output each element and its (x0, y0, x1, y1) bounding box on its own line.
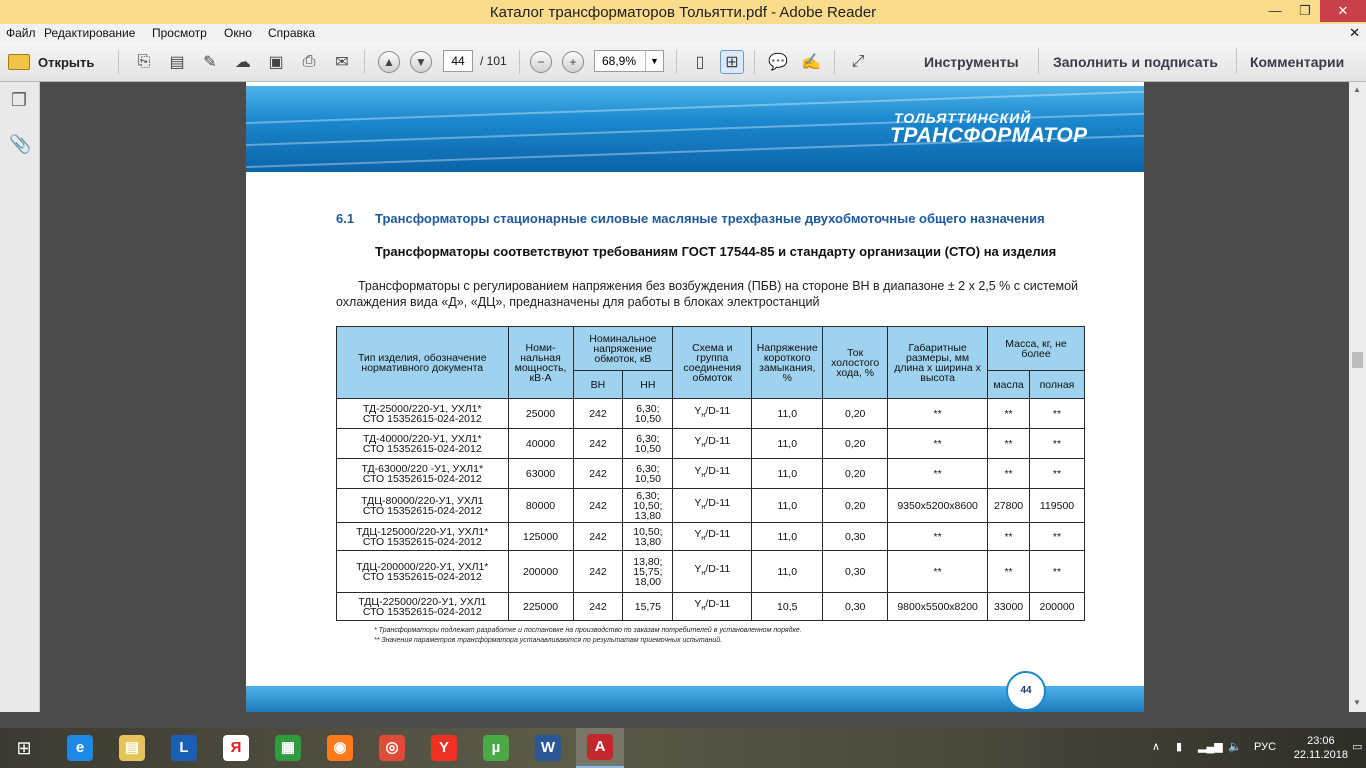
document-close-icon[interactable]: ✕ (1349, 25, 1360, 40)
type-standard: СТО 15352615-024-2012 (362, 442, 482, 455)
table-body (337, 399, 1085, 621)
volume-icon[interactable]: 🔈 (1228, 741, 1242, 753)
edit-pdf-icon[interactable]: ✎ (203, 54, 217, 71)
open-button[interactable] (8, 51, 94, 73)
mass-oil-cell: ** (988, 459, 1030, 489)
header-voltage: Номинальное напряжение обмоток, кВ (573, 327, 673, 371)
tools-link[interactable]: Инструменты (924, 54, 1019, 70)
table-row (337, 551, 1085, 593)
chrome-icon: ◎ (379, 735, 405, 761)
type-standard: СТО 15352615-024-2012 (362, 605, 482, 618)
scheme-b: /D-11 (705, 464, 731, 477)
type-standard: СТО 15352615-024-2012 (362, 412, 482, 425)
toolbar-separator (364, 50, 365, 74)
fit-page-icon[interactable]: ▯ (695, 54, 705, 71)
toolbar-separator (1038, 48, 1039, 74)
scheme-a: Y (694, 434, 702, 447)
mass-full-cell: ** (1030, 429, 1085, 459)
scheme-cell (673, 551, 752, 593)
page-thumbnails-icon[interactable]: ❐ (10, 90, 28, 110)
table-row (337, 593, 1085, 621)
scheme-b: /D-11 (705, 434, 731, 447)
header-scheme: Схема и группа соединения обмоток (673, 327, 752, 399)
nn-line: 6,30; (636, 402, 660, 415)
start-button[interactable] (0, 728, 48, 768)
sc-voltage-cell: 11,0 (752, 459, 823, 489)
taskbar (0, 728, 1366, 768)
power-cell: 63000 (508, 459, 573, 489)
nn-line: 10,50; (633, 499, 663, 512)
mass-full-cell: 119500 (1030, 489, 1085, 523)
header-type: Тип изделия, обозначение нормативного документа (337, 327, 509, 399)
next-page-icon[interactable]: ▼ (410, 51, 432, 73)
toolbar-separator (834, 50, 835, 74)
scheme-cell (673, 399, 752, 429)
print-icon[interactable]: ⎙ (302, 53, 316, 70)
sc-voltage-cell: 11,0 (752, 399, 823, 429)
nn-line: 10,50 (634, 442, 662, 455)
idle-current-cell: 0,30 (823, 523, 888, 551)
highlight-icon[interactable]: ✍ (801, 54, 821, 71)
scrollbar-thumb[interactable] (1352, 352, 1363, 368)
vn-cell: 242 (573, 489, 623, 523)
spec-table (336, 326, 1085, 621)
clock[interactable] (1294, 734, 1348, 762)
zoom-value: 68,9% (602, 54, 637, 68)
lenovo-icon: L (171, 735, 197, 761)
tray-chevron-icon[interactable]: ∧ (1152, 741, 1161, 753)
idle-current-cell: 0,20 (823, 429, 888, 459)
scroll-down-icon[interactable]: ▼ (1353, 698, 1361, 707)
type-cell (337, 551, 509, 593)
type-name: ТДЦ-200000/220-У1, УХЛ1* (356, 560, 489, 573)
header-idle-current: Ток холостого хода, % (823, 327, 888, 399)
idle-current-cell: 0,30 (823, 593, 888, 621)
toolbar-separator (676, 50, 677, 74)
header-nn: НН (623, 371, 673, 399)
taskbar-store[interactable] (264, 728, 312, 768)
scheme-b: /D-11 (705, 496, 731, 509)
yandex-icon: Y (431, 735, 457, 761)
header-vn: ВН (573, 371, 623, 399)
ie-icon: e (67, 735, 93, 761)
dimensions-cell: ** (888, 551, 988, 593)
windows-icon: ⊞ (16, 738, 32, 758)
type-standard: СТО 15352615-024-2012 (362, 504, 482, 517)
toolbar-separator (519, 50, 520, 74)
nn-line: 6,30; (636, 489, 660, 502)
header-mass-full: полная (1030, 371, 1085, 399)
nn-line: 6,30; (636, 432, 660, 445)
logo-line1: ТОЛЬЯТТИНСКИЙ (894, 110, 1032, 126)
idle-current-cell: 0,30 (823, 551, 888, 593)
scroll-up-icon[interactable]: ▲ (1353, 85, 1361, 94)
scheme-cell (673, 459, 752, 489)
upload-cloud-icon[interactable]: ☁ (235, 54, 251, 71)
footnote-2: ** Значения параметров трансформатора устанавливаются по результатам приемочных испытаний. (374, 637, 723, 644)
mass-oil-cell: ** (988, 399, 1030, 429)
clock-time: 23:06 (1307, 735, 1335, 747)
logo-line2: ТРАНСФОРМАТОР (890, 124, 1088, 147)
comments-link[interactable]: Комментарии (1250, 54, 1345, 70)
scheme-sub: н (701, 472, 706, 480)
save-icon[interactable]: ▣ (268, 54, 284, 71)
mass-oil-cell: 33000 (988, 593, 1030, 621)
scheme-sub: н (701, 442, 706, 450)
scheme-sub: н (701, 605, 706, 613)
scheme-sub: н (701, 504, 706, 512)
fit-width-icon[interactable]: ⊞ (720, 50, 744, 74)
toolbar-separator (1236, 48, 1237, 74)
idle-current-cell: 0,20 (823, 459, 888, 489)
nn-line: 10,50; (633, 525, 663, 538)
mass-oil-cell: ** (988, 429, 1030, 459)
menu-bar (0, 24, 1366, 42)
table-row (337, 399, 1085, 429)
scheme-cell (673, 489, 752, 523)
previous-page-icon[interactable]: ▲ (378, 51, 400, 73)
email-icon[interactable]: ✉ (335, 54, 349, 71)
nn-cell (623, 551, 673, 593)
nn-line: 13,80; (633, 555, 663, 568)
mass-oil-cell: ** (988, 551, 1030, 593)
power-cell: 200000 (508, 551, 573, 593)
vertical-scrollbar[interactable] (1349, 82, 1366, 712)
toolbar-separator (118, 50, 119, 74)
type-name: ТД-63000/220 -У1, УХЛ1* (361, 462, 484, 475)
idle-current-cell: 0,20 (823, 489, 888, 523)
header-mass: Масса, кг, не более (988, 327, 1085, 371)
scheme-b: /D-11 (705, 404, 731, 417)
page-total: / 101 (480, 54, 507, 68)
dimensions-cell: 9350х5200х8600 (888, 489, 988, 523)
mass-full-cell: ** (1030, 459, 1085, 489)
nn-cell (623, 459, 673, 489)
folder-icon (8, 54, 30, 70)
pdf-page (246, 82, 1144, 712)
table-row (337, 459, 1085, 489)
page-number-input[interactable]: 44 (443, 50, 473, 72)
language-indicator[interactable]: РУС (1254, 741, 1277, 753)
acrobat-icon: A (587, 734, 613, 760)
nn-cell (623, 489, 673, 523)
firefox-icon: ◉ (327, 735, 353, 761)
sc-voltage-cell: 11,0 (752, 551, 823, 593)
title-bar (0, 0, 1366, 24)
nn-line: 13,80 (634, 509, 662, 522)
vn-cell: 242 (573, 429, 623, 459)
power-cell: 225000 (508, 593, 573, 621)
nn-line: 18,00 (634, 575, 662, 588)
header-mass-oil: масла (988, 371, 1030, 399)
word-icon: W (535, 735, 561, 761)
vn-cell: 242 (573, 399, 623, 429)
table-row (337, 523, 1085, 551)
scheme-sub: н (701, 535, 706, 543)
type-standard: СТО 15352615-024-2012 (362, 570, 482, 583)
scheme-b: /D-11 (705, 597, 731, 610)
taskbar-lenovo[interactable] (160, 728, 208, 768)
footnote-1: * Трансформаторы подлежат разработке и постановке на производство по заказам потребителей в установленном порядке. (374, 627, 802, 634)
taskbar-explorer[interactable] (108, 728, 156, 768)
sc-voltage-cell: 11,0 (752, 523, 823, 551)
nn-cell (623, 523, 673, 551)
taskbar-utorrent[interactable] (472, 728, 520, 768)
attachment-icon[interactable]: 📎 (9, 134, 32, 154)
maximize-button[interactable]: ❐ (1299, 3, 1311, 18)
vn-cell: 242 (573, 551, 623, 593)
battery-icon[interactable]: ▮ (1176, 741, 1183, 753)
intro-paragraph: Трансформаторы с регулированием напряжения без возбуждения (ПБВ) на стороне ВН в диапазоне ± 2 х 2,5 % с системой охлаждения вида «Д», «ДЦ», предназначены для работы в блоках электростанций (336, 279, 1079, 309)
subheading: Трансформаторы соответствуют требованиям ГОСТ 17544-85 и стандарту организации (СТО) на изделия (375, 244, 1057, 259)
type-standard: СТО 15352615-024-2012 (362, 535, 482, 548)
taskbar-chrome[interactable] (368, 728, 416, 768)
taskbar-word[interactable] (524, 728, 572, 768)
scheme-sub: н (701, 412, 706, 420)
section-number: 6.1 (336, 211, 355, 226)
scheme-b: /D-11 (705, 562, 731, 575)
fullscreen-icon[interactable]: ⤢ (851, 53, 865, 70)
power-cell: 125000 (508, 523, 573, 551)
utorrent-icon: µ (483, 735, 509, 761)
type-name: ТД-25000/220-У1, УХЛ1* (362, 402, 482, 415)
mass-full-cell: 200000 (1030, 593, 1085, 621)
nn-line: 13,80 (634, 535, 662, 548)
network-icon[interactable]: ▂▄▆ (1198, 741, 1223, 753)
nn-cell (623, 593, 673, 621)
header-power: Номи-нальная мощность, кВ·А (508, 327, 573, 399)
dimensions-cell: ** (888, 523, 988, 551)
dimensions-cell: 9800х5500х8200 (888, 593, 988, 621)
sc-voltage-cell: 11,0 (752, 489, 823, 523)
type-name: ТДЦ-225000/220-У1, УХЛ1 (358, 595, 487, 608)
toolbar-separator (754, 50, 755, 74)
open-label: Открыть (38, 54, 95, 70)
fill-sign-link[interactable]: Заполнить и подписать (1053, 54, 1218, 70)
section-title: Трансформаторы стационарные силовые масляные трехфазные двухобмоточные общего назначения (375, 211, 1045, 226)
dimensions-cell: ** (888, 459, 988, 489)
header-sc-voltage: Напряжение короткого замыкания, % (752, 327, 823, 399)
sc-voltage-cell: 11,0 (752, 429, 823, 459)
nn-line: 10,50 (634, 472, 662, 485)
nn-cell (623, 429, 673, 459)
dimensions-cell: ** (888, 429, 988, 459)
type-cell (337, 459, 509, 489)
nn-cell (623, 399, 673, 429)
notifications-icon[interactable]: ▭ (1352, 741, 1363, 753)
page-number-badge: 44 (1006, 671, 1046, 711)
type-standard: СТО 15352615-024-2012 (362, 472, 482, 485)
nn-line: 10,50 (634, 412, 662, 425)
power-cell: 25000 (508, 399, 573, 429)
taskbar-acrobat[interactable] (576, 728, 624, 768)
create-pdf-icon[interactable]: ⎘ (137, 53, 151, 70)
header-dimensions: Габаритные размеры, мм длина х ширина х высота (888, 327, 988, 399)
zoom-select[interactable] (594, 50, 664, 72)
minimize-button[interactable]: — (1268, 3, 1282, 18)
scheme-a: Y (694, 597, 702, 610)
taskbar-firefox[interactable] (316, 728, 364, 768)
scheme-cell (673, 523, 752, 551)
taskbar-ie[interactable] (56, 728, 104, 768)
mass-full-cell: ** (1030, 399, 1085, 429)
export-pdf-icon[interactable]: ▤ (169, 54, 185, 71)
scheme-a: Y (694, 527, 702, 540)
vn-cell: 242 (573, 459, 623, 489)
store-icon: ▦ (275, 735, 301, 761)
scheme-a: Y (694, 562, 702, 575)
zoom-out-icon[interactable]: − (530, 51, 552, 73)
scheme-cell (673, 429, 752, 459)
vn-cell: 242 (573, 523, 623, 551)
zoom-in-icon[interactable]: + (562, 51, 584, 73)
window-title: Каталог трансформаторов Тольятти.pdf - Adobe Reader (489, 4, 877, 21)
chevron-down-icon[interactable]: ▼ (645, 51, 663, 71)
table-row (337, 429, 1085, 459)
clock-date: 22.11.2018 (1293, 749, 1348, 761)
mass-oil-cell: 27800 (988, 489, 1030, 523)
yandex-browser-icon: Я (223, 735, 249, 761)
type-name: ТД-40000/220-У1, УХЛ1* (362, 432, 482, 445)
type-cell (337, 593, 509, 621)
dimensions-cell: ** (888, 399, 988, 429)
scheme-b: /D-11 (705, 527, 731, 540)
menu-file[interactable]: Файл (6, 26, 36, 40)
scheme-a: Y (694, 496, 702, 509)
sc-voltage-cell: 10,5 (752, 593, 823, 621)
scheme-cell (673, 593, 752, 621)
type-name: ТДЦ-80000/220-У1, УХЛ1 (361, 494, 484, 507)
nn-line: 15,75; (633, 565, 663, 578)
explorer-icon: ▤ (119, 735, 145, 761)
power-cell: 40000 (508, 429, 573, 459)
menu-help[interactable]: Справка (268, 26, 316, 40)
menu-edit[interactable]: Редактирование (44, 26, 136, 40)
type-cell (337, 489, 509, 523)
idle-current-cell: 0,20 (823, 399, 888, 429)
mass-full-cell: ** (1030, 523, 1085, 551)
vn-cell: 242 (573, 593, 623, 621)
taskbar-yandex-browser[interactable] (212, 728, 260, 768)
type-cell (337, 399, 509, 429)
menu-window[interactable]: Окно (224, 26, 252, 40)
table-row (337, 489, 1085, 523)
type-cell (337, 429, 509, 459)
taskbar-yandex[interactable] (420, 728, 468, 768)
nn-line: 15,75 (634, 600, 662, 613)
type-cell (337, 523, 509, 551)
mass-oil-cell: ** (988, 523, 1030, 551)
scheme-a: Y (694, 404, 702, 417)
scheme-sub: н (701, 570, 706, 578)
type-name: ТДЦ-125000/220-У1, УХЛ1* (356, 525, 489, 538)
scheme-a: Y (694, 464, 702, 477)
power-cell: 80000 (508, 489, 573, 523)
menu-view[interactable]: Просмотр (152, 26, 207, 40)
comment-icon[interactable]: 💬 (768, 54, 788, 71)
nn-line: 6,30; (636, 462, 660, 475)
header-banner (246, 86, 1144, 172)
close-button[interactable]: ✕ (1320, 0, 1366, 22)
navigation-panel (0, 82, 40, 712)
mass-full-cell: ** (1030, 551, 1085, 593)
